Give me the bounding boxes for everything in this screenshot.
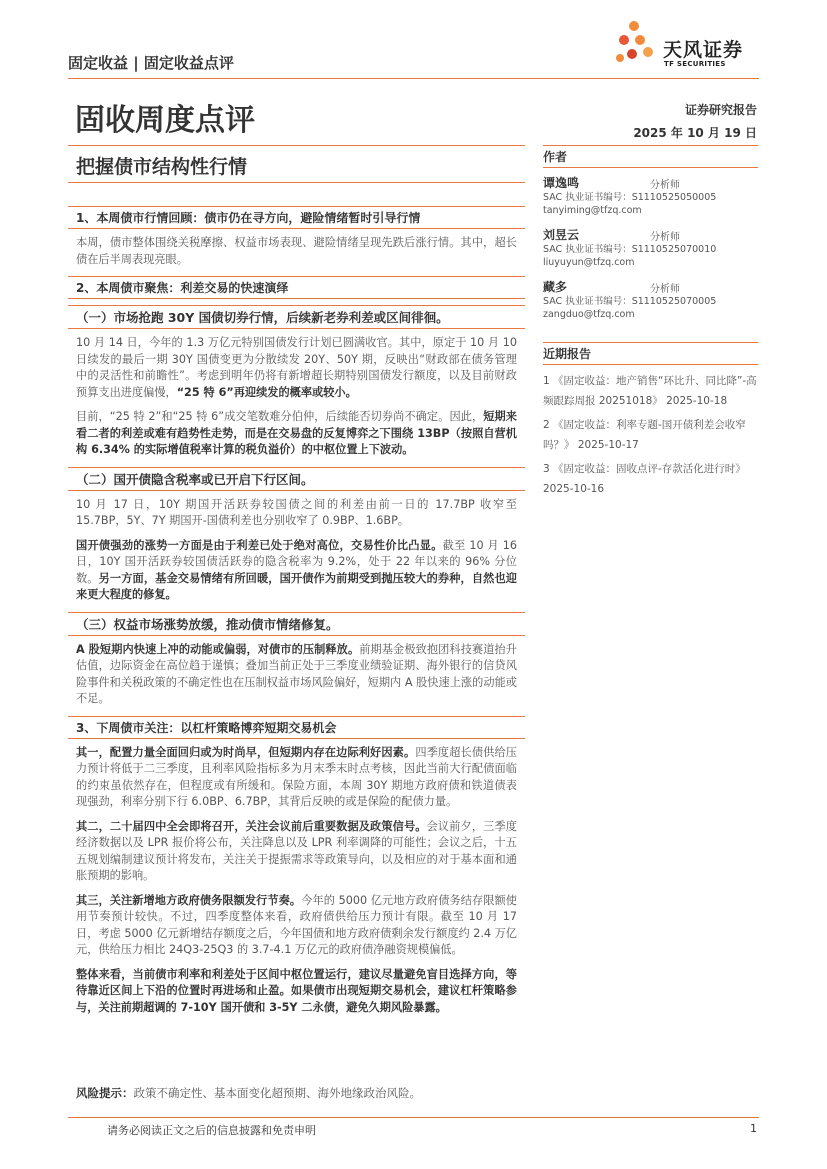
author-name: 藏多 (543, 280, 568, 294)
paragraph: 10 月 17 日，10Y 期国开活跃券较国债之间的利差由前一日的 17.7BP 收窄至 15.7BP，5Y、7Y 期国开-国债利差也分别收窄了 0.9BP、1.6BP。 (76, 497, 517, 527)
paragraph-text: 会议前夕，三季度经济数据以及 LPR 报价将公布，关注降息以及 LPR 利率调降的可能性；会议之后，十五五规划编制建议预计将发布，关注关于提振需求等政策导向，以及相应的对于基本面和通胀预期的影响。 (76, 819, 517, 882)
paragraph (76, 409, 517, 459)
paragraph-emphasis: 整体来看，当前债市利率和利差处于区间中枢位置运行，建议尽量避免盲目选择方向，等待靠近区间上下沿的位置时再进场和止盈。如果债市出现短期交易机会，建议杠杆策略参与，关注前期超调的 7-10Y 国开债和 3-5Y 二永债，避免久期风险暴露。 (76, 967, 517, 1014)
paragraph (76, 335, 517, 401)
logo-text-en: TF SECURITIES (664, 60, 726, 68)
page-number: 1 (750, 1122, 757, 1135)
paragraph (76, 967, 517, 1017)
paragraph (76, 819, 517, 885)
paragraph-emphasis: 其一，配置力量全面回归或为时尚早，但短期内存在边际利好因素。 (76, 745, 416, 759)
recent-reports-heading: 近期报告 (543, 342, 758, 365)
author-email[interactable]: liuyuyun@tfzq.com (543, 257, 635, 268)
footer-disclaimer: 请务必阅读正文之后的信息披露和免责申明 (107, 1124, 316, 1137)
author-name: 谭逸鸣 (543, 176, 580, 190)
paragraph-emphasis: A 股短期内快速上冲的动能或偏弱，对债市的压制释放。 (76, 642, 360, 656)
paragraph-text: 今年的 5000 亿元地方政府债务结存限额使用节奏预计较快。不过，四季度整体来看，政府债供给压力预计有限。截至 10 月 17 日，考虑 5000 亿元新增结存额度之后，今年国债和地方政府债剩余发行额度约 2.4 万亿元，供给压力相比 24Q3-25Q3 的 3.7-4.1 万亿元的政府债净融资规模偏低。 (76, 893, 517, 956)
paragraph-text: 目前，“25 特 2”和“25 特 6”成交笔数难分伯仲，后续能否切券尚不确定。因此， (76, 410, 484, 423)
author-card (543, 174, 758, 220)
paragraph-text: 四季度超长债供给压力预计将低于二三季度，且利率风险指标多为月末季末时点考核，因此当前大行配债面临的约束虽依然存在，但程度或有所缓和。保险方面，本周 30Y 期地方政府债和铁道债表现强劲，利率分别下行 6.0BP、6.7BP，其背后反映的或是保险的配债力量。 (76, 745, 517, 808)
paragraph-text: 截至 10 月 16 日，10Y 国开活跃券较国债活跃券的隐含税率为 9.2%，处于 22 年以来的 96% 分位数。 (76, 538, 517, 585)
author-cert: SAC 执业证书编号：S1110525070010 (543, 244, 717, 255)
author-role: 分析师 (650, 232, 680, 243)
logo-text: 天风证券 (663, 39, 744, 61)
recent-reports-list (543, 371, 758, 499)
author-email[interactable]: zangduo@tfzq.com (543, 309, 635, 320)
paragraph-emphasis: 另一方面，基金交易情绪有所回暖，国开债作为前期受到抛压较大的券种，自然也迎来更大程度的修复。 (76, 571, 517, 601)
subtitle: 把握债市结构性行情 (76, 156, 248, 178)
author-role: 分析师 (650, 180, 680, 191)
author-name: 刘昱云 (543, 228, 580, 242)
paragraph-text: 前期基金极致抱团科技赛道抬升估值，边际资金在高位趋于谨慎；叠加当前正处于三季度业绩验证期、海外银行的信贷风险事件和关税政策的不确定性也在压制权益市场风险偏好，短期内 A 股快速上涨的动能或不足。 (76, 642, 517, 705)
paragraph: 本周，债市整体围绕关税摩擦、权益市场表现、避险情绪呈现先跌后涨行情。其中，超长债在后半周表现亮眼。 (76, 236, 517, 266)
section-heading-3: 3、下周债市关注：以杠杆策略博弈短期交易机会 (68, 716, 525, 739)
paragraph-text: 10 月 14 日，今年的 1.3 万亿元特别国债发行计划已圆满收官。其中，原定于 10 月 10 日续发的最后一期 30Y 国债变更为分散续发 20Y、50Y 期，反映出“财政部在债务管理中的灵活性和前瞻性”。考虑到明年仍将有新增超长期特别国债发行额度，以及目前财政预算支出进度偏慢， (76, 336, 517, 399)
author-role: 分析师 (650, 284, 680, 295)
author-cert: SAC 执业证书编号：S1110525050005 (543, 192, 717, 203)
subsection-heading-3: （三）权益市场涨势放缓，推动债市情绪修复。 (68, 612, 525, 636)
author-cert: SAC 执业证书编号：S1110525070005 (543, 296, 717, 307)
paragraph-emphasis: 短期来看二者的利差或难有趋势性走势，而是在交易盘的反复博弈之下围绕 13BP（按照自营机构 6.34% 的实际增值税率计算的税负溢价）的中枢位置上下波动。 (76, 410, 517, 456)
header-divider (68, 78, 759, 79)
paragraph (76, 538, 517, 604)
paragraph-emphasis: 其三，关注新增地方政府债务限额发行节奏。 (76, 893, 302, 907)
main-content (68, 200, 525, 1024)
author-card (543, 278, 758, 324)
paragraph (76, 893, 517, 959)
risk-warning (76, 1085, 421, 1101)
report-category: 固定收益 | 固定收益点评 (68, 54, 234, 72)
risk-label: 风险提示： (76, 1086, 134, 1100)
report-type: 证券研究报告 (684, 103, 757, 117)
footer-divider (68, 1117, 759, 1118)
recent-report-item[interactable]: 2 《固定收益：利率专题-国开债利差会收窄吗？》 2025-10-17 (543, 419, 746, 451)
paragraph-emphasis: 国开债强劲的涨势一方面是由于利差已处于绝对高位，交易性价比凸显。 (76, 538, 443, 552)
section-heading-2: 2、本周债市聚焦：利差交易的快速演绎 (68, 276, 525, 299)
sidebar (543, 145, 758, 503)
authors-heading: 作者 (543, 145, 758, 168)
subtitle-box (68, 145, 525, 183)
subsection-heading-1: （一）市场抢跑 30Y 国债切券行情，后续新老券利差或区间徘徊。 (68, 305, 525, 329)
author-email[interactable]: tanyiming@tfzq.com (543, 205, 642, 216)
risk-text: 政策不确定性、基本面变化超预期、海外地缘政治风险。 (133, 1086, 421, 1100)
author-card (543, 226, 758, 272)
recent-report-item[interactable]: 1 《固定收益：地产销售“环比升、同比降”-高频跟踪周报 20251018》 2025-10-18 (543, 375, 757, 407)
report-date: 2025 年 10 月 19 日 (633, 126, 757, 140)
subsection-heading-2: （二）国开债隐含税率或已开启下行区间。 (68, 467, 525, 491)
recent-report-item[interactable]: 3 《固定收益：固收点评-存款活化进行时》 2025-10-16 (543, 463, 746, 495)
paragraph (76, 745, 517, 811)
section-heading-1: 1、本周债市行情回顾：债市仍在寻方向，避险情绪暂时引导行情 (68, 206, 525, 229)
paragraph (76, 642, 517, 708)
paragraph-emphasis: 其二，二十届四中全会即将召开，关注会议前后重要数据及政策信号。 (76, 819, 427, 833)
paragraph-emphasis: “25 特 6”再迎续发的概率或较小。 (176, 385, 357, 399)
page-title: 固收周度点评 (75, 103, 255, 138)
